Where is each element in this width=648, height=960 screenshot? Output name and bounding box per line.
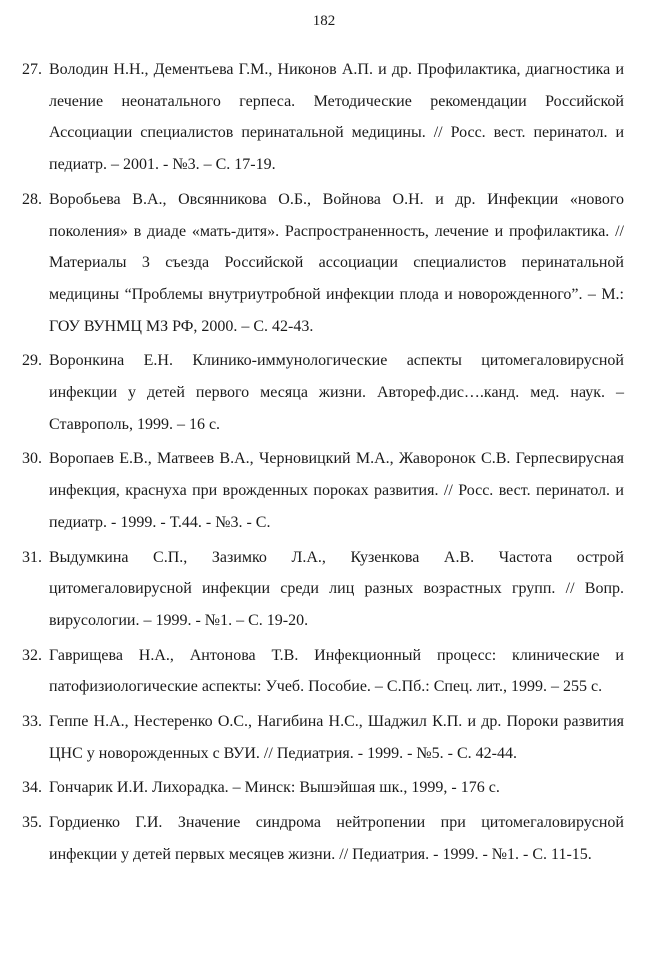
reference-item-34: [22, 772, 624, 804]
reference-text: Воробьева В.А., Овсянникова О.Б., Войнова О.Н. и др. Инфекции «нового поколения» в диаде «мать-дитя». Распространенность, лечение и профилактика. // Материалы 3 съезда Российской ассоциации специалистов перинатальной медицины “Проблемы внутриутробной инфекции плода и новорожденного”. – М.: ГОУ ВУНМЦ МЗ РФ, 2000. – С. 42-43.: [49, 190, 624, 335]
reference-text: Гончарик И.И. Лихорадка. – Минск: Вышэйшая шк., 1999, - 176 с.: [49, 779, 500, 797]
reference-number: 34.: [22, 779, 42, 797]
reference-text: Воропаев Е.В., Матвеев В.А., Черновицкий М.А., Жаворонок С.В. Герпесвирусная инфекция, краснуха при врожденных пороках развития. // Росс. вест. перинатол. и педиатр. - 1999. - Т.44. - №3. - С.: [49, 450, 624, 531]
reference-text: Воронкина Е.Н. Клинико-иммунологические аспекты цитомегаловирусной инфекции у детей первого месяца жизни. Автореф.дис….канд. мед. наук. – Ставрополь, 1999. – 16 с.: [49, 352, 624, 433]
reference-number: 31.: [22, 548, 42, 566]
reference-number: 29.: [22, 352, 42, 370]
reference-item-32: [22, 640, 624, 703]
reference-number: 30.: [22, 450, 42, 468]
reference-item-30: [22, 443, 624, 538]
reference-item-31: [22, 542, 624, 637]
reference-number: 28.: [22, 190, 42, 208]
reference-list: [22, 54, 624, 874]
reference-text: Гордиенко Г.И. Значение синдрома нейтропении при цитомегаловирусной инфекции у детей первых месяцев жизни. // Педиатрия. - 1999. - №1. - С. 11-15.: [49, 814, 624, 863]
reference-item-33: [22, 706, 624, 769]
reference-number: 33.: [22, 713, 42, 731]
reference-text: Володин Н.Н., Дементьева Г.М., Никонов А.П. и др. Профилактика, диагностика и лечение неонатального герпеса. Методические рекомендации Российской Ассоциации специалистов перинатальной медицины. // Росс. вест. перинатол. и педиатр. – 2001. - №3. – С. 17-19.: [49, 61, 624, 174]
reference-item-28: [22, 184, 624, 343]
reference-item-35: [22, 807, 624, 870]
reference-item-29: [22, 345, 624, 440]
reference-number: 35.: [22, 814, 42, 832]
reference-number: 32.: [22, 646, 42, 664]
page-number: 182: [312, 13, 336, 29]
reference-text: Выдумкина С.П., Зазимко Л.А., Кузенкова А.В. Частота острой цитомегаловирусной инфекции среди лиц разных возрастных групп. // Вопр. вирусологии. – 1999. - №1. – С. 19-20.: [49, 548, 624, 629]
reference-text: Гаврищева Н.А., Антонова Т.В. Инфекционный процесс: клинические и патофизиологические аспекты: Учеб. Пособие. – С.Пб.: Спец. лит., 1999. – 255 с.: [49, 646, 624, 696]
reference-text: Геппе Н.А., Нестеренко О.С., Нагибина Н.С., Шаджил К.П. и др. Пороки развития ЦНС у новорожденных с ВУИ. // Педиатрия. - 1999. - №5. - С. 42-44.: [49, 713, 624, 762]
reference-item-27: [22, 54, 624, 181]
reference-number: 27.: [22, 61, 42, 78]
